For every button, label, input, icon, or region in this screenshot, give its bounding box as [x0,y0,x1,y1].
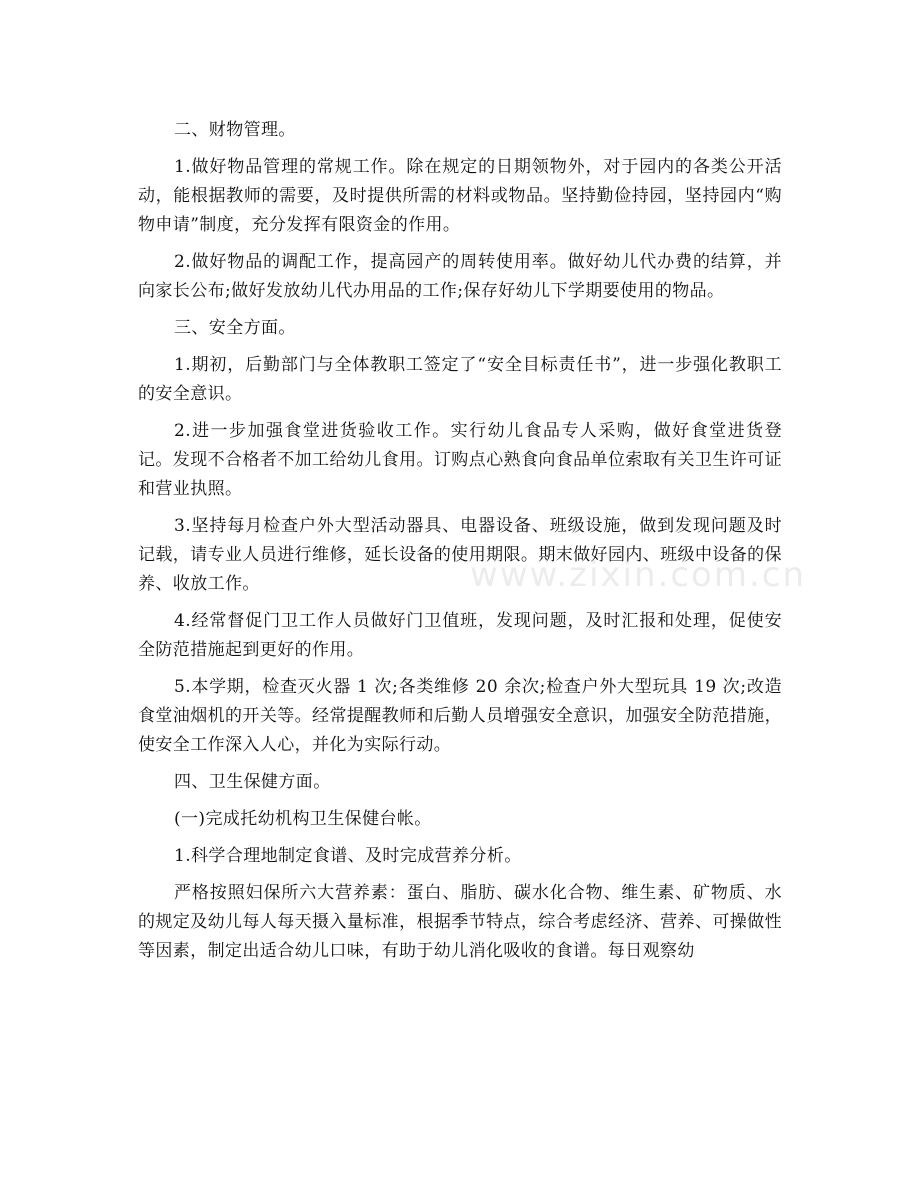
paragraph: 1.期初，后勤部门与全体教职工签定了“安全目标责任书”，进一步强化教职工的安全意识。 [138,355,782,404]
paragraph: 1.做好物品管理的常规工作。除在规定的日期领物外，对于园内的各类公开活动，能根据教师的需要，及时提供所需的材料或物品。坚持勤俭持园，坚持园内“购物申请”制度，充分发挥有限资金的作用。 [138,157,782,235]
paragraph: 4.经常督促门卫工作人员做好门卫值班，发现问题，及时汇报和处理，促使安全防范措施起到更好的作用。 [138,611,782,660]
subsection-heading: (一)完成托幼机构卫生保健台帐。 [174,809,432,829]
section-heading-health: 四、卫生保健方面。 [174,772,331,792]
paragraph: 严格按照妇保所六大营养素：蛋白、脂肪、碳水化合物、维生素、矿物质、水的规定及幼儿每人每天摄入量标准，根据季节特点，综合考虑经济、营养、可操做性等因素，制定出适合幼儿口味，有助于幼儿消化吸收的食谱。每日观察幼 [138,883,782,961]
watermark: www.zixin.com.cn [470,555,806,595]
section-heading-safety: 三、安全方面。 [174,318,296,338]
paragraph: 2.做好物品的调配工作，提高园产的周转使用率。做好幼儿代办费的结算，并向家长公布;做好发放幼儿代办用品的工作;保存好幼儿下学期要使用的物品。 [138,252,782,301]
paragraph: 3.坚持每月检查户外大型活动器具、电器设备、班级设施，做到发现问题及时记载，请专业人员进行维修，延长设备的使用期限。期末做好园内、班级中设备的保养、收放工作。 [138,516,782,594]
paragraph: 1.科学合理地制定食谱、及时完成营养分析。 [174,846,522,866]
document-body [138,116,782,966]
section-heading-finance: 二、财物管理。 [174,120,296,140]
paragraph: 2.进一步加强食堂进货验收工作。实行幼儿食品专人采购，做好食堂进货登记。发现不合格者不加工给幼儿食用。订购点心熟食向食品单位索取有关卫生许可证和营业执照。 [138,421,782,499]
paragraph: 5.本学期，检查灭火器 1 次;各类维修 20 余次;检查户外大型玩具 19 次;改造食堂油烟机的开关等。经常提醒教师和后勤人员增强安全意识，加强安全防范措施，使安全工作深入人心，并化为实际行动。 [138,677,782,755]
